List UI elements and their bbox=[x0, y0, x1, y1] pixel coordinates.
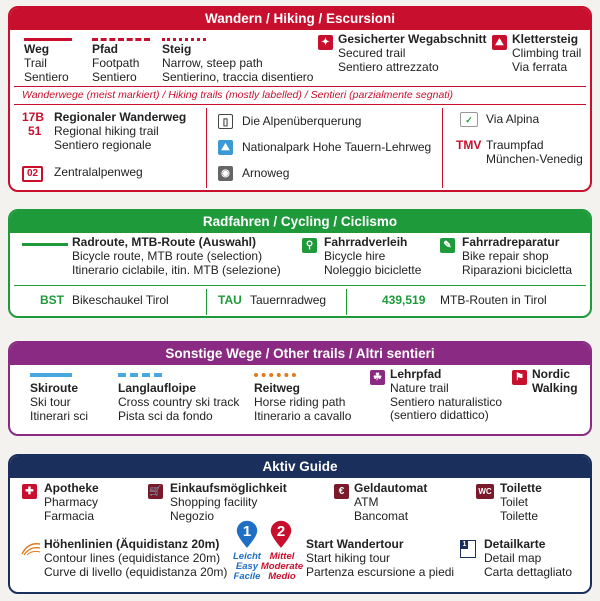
einkauf-label-it: Negozio bbox=[170, 508, 215, 523]
hire-label-it: Noleggio biciclette bbox=[324, 262, 422, 277]
steig-label-de: Steig bbox=[162, 42, 192, 56]
pin-easy-number: 1 bbox=[242, 523, 252, 540]
lehrpfad-label-de: Lehrpfad bbox=[390, 367, 442, 381]
zentral-code-badge: 02 bbox=[22, 166, 43, 182]
hoehen-label-it: Curve di livello (equidistanza 20m) bbox=[44, 564, 228, 579]
mtb-label: MTB-Routen in Tirol bbox=[440, 293, 547, 307]
hiking-trails-note: Wanderwege (meist markiert) / Hiking trails (mostly labelled) / Sentieri (parzialmente segnati) bbox=[22, 89, 454, 101]
steig-line-symbol bbox=[162, 38, 206, 41]
toilette-label-en: Toilet bbox=[500, 494, 529, 509]
langlauf-label-de: Langlaufloipe bbox=[118, 381, 196, 395]
radroute-label-it: Itinerario ciclabile, itin. MTB (selezione) bbox=[72, 262, 281, 277]
repair-label-en: Bike repair shop bbox=[462, 248, 549, 263]
hire-label-de: Fahrradverleih bbox=[324, 235, 408, 249]
hiking-legend-panel bbox=[8, 6, 592, 192]
other-panel-title: Sonstige Wege / Other trails / Altri sentieri bbox=[10, 343, 590, 365]
ski-label-de: Skiroute bbox=[30, 381, 79, 395]
alpenueberquerung-icon: ▯ bbox=[218, 114, 233, 129]
detail-map-number: 1 bbox=[462, 541, 467, 548]
cycling-divider-v2 bbox=[346, 289, 347, 315]
legend-hoehenlinien bbox=[44, 538, 227, 579]
tmv-code: TMV bbox=[456, 138, 482, 152]
hire-label-en: Bicycle hire bbox=[324, 248, 386, 263]
einkauf-label-de: Einkaufsmöglichkeit bbox=[170, 481, 287, 495]
cycling-divider bbox=[14, 285, 586, 286]
climbing-trail-icon: ⛰ bbox=[492, 35, 507, 50]
reit-label-de: Reitweg bbox=[254, 381, 301, 395]
hiking-divider-top bbox=[14, 86, 586, 87]
pharmacy-icon: ✚ bbox=[22, 484, 37, 499]
toilette-label-it: Toilette bbox=[500, 508, 539, 523]
pfad-label-de: Pfad bbox=[92, 42, 119, 56]
legend-secured bbox=[338, 33, 498, 74]
pin-easy-l1: Leicht bbox=[233, 551, 261, 562]
weg-line-symbol bbox=[24, 38, 72, 41]
ski-label-it: Itinerari sci bbox=[30, 408, 89, 423]
detail-label-en: Detail map bbox=[484, 550, 542, 565]
zentral-label: Zentralalpenweg bbox=[54, 165, 143, 179]
pin-moderate-labels bbox=[260, 552, 304, 582]
lehrpfad-label-it: Sentiero naturalistico bbox=[390, 394, 503, 409]
nationalpark-label: Nationalpark Hohe Tauern-Lehrweg bbox=[242, 140, 432, 154]
lehrpfad-label-en: Nature trail bbox=[390, 380, 449, 395]
cycling-divider-v1 bbox=[206, 289, 207, 315]
legend-lehrpfad bbox=[390, 368, 520, 423]
other-trails-legend-panel bbox=[8, 341, 592, 436]
via-alpina-icon: ✓ bbox=[460, 112, 478, 127]
arnoweg-icon: ◉ bbox=[218, 166, 233, 181]
weg-label-en: Trail bbox=[24, 55, 47, 70]
legend-klettersteig bbox=[512, 33, 592, 74]
legend-tmv bbox=[486, 139, 583, 167]
secured-label-de: Gesicherter Wegabschnitt bbox=[338, 32, 487, 46]
klettersteig-label-it: Via ferrata bbox=[512, 59, 568, 74]
ski-label-en: Ski tour bbox=[30, 394, 71, 409]
einkauf-label-en: Shopping facility bbox=[170, 494, 258, 509]
contour-lines-icon bbox=[20, 538, 42, 556]
legend-start-tour bbox=[306, 538, 454, 579]
hiking-divider-v2 bbox=[442, 108, 443, 188]
apotheke-label-en: Pharmacy bbox=[44, 494, 99, 509]
detail-label-it: Carta dettagliato bbox=[484, 564, 573, 579]
regional-code-2: 51 bbox=[28, 124, 42, 138]
radroute-label-en: Bicycle route, MTB route (selection) bbox=[72, 248, 263, 263]
pin-easy-l3: Facile bbox=[233, 571, 261, 582]
weg-label-de: Weg bbox=[24, 42, 50, 56]
legend-regional bbox=[54, 111, 214, 152]
legend-weg bbox=[24, 38, 72, 84]
pin-moderate-l2: Moderate bbox=[260, 561, 304, 572]
activ-panel-title: Aktiv Guide bbox=[10, 456, 590, 478]
nationalpark-icon: ⛰ bbox=[218, 140, 233, 155]
tmv-line1: Traumpfad bbox=[486, 138, 544, 152]
toilet-wc-icon: WC bbox=[476, 484, 494, 499]
start-label-de: Start Wandertour bbox=[306, 537, 404, 551]
klettersteig-label-de: Klettersteig bbox=[512, 32, 579, 46]
legend-geld bbox=[354, 482, 427, 523]
bst-code: BST bbox=[40, 293, 64, 307]
reit-label-it: Itinerario a cavallo bbox=[254, 408, 352, 423]
geld-label-it: Bancomat bbox=[354, 508, 409, 523]
reit-label-en: Horse riding path bbox=[254, 394, 346, 409]
nature-trail-icon: ☘ bbox=[370, 370, 385, 385]
bike-repair-icon: ✎ bbox=[440, 238, 455, 253]
legend-einkauf bbox=[170, 482, 287, 523]
legend-apotheke bbox=[44, 482, 99, 523]
pin-moderate-number: 2 bbox=[276, 523, 286, 540]
hiking-divider-v1 bbox=[206, 108, 207, 188]
steig-label-it: Sentierino, traccia disentiero bbox=[162, 69, 314, 84]
apotheke-label-it: Farmacia bbox=[44, 508, 95, 523]
legend-pfad bbox=[92, 38, 150, 84]
secured-trail-icon: ✦ bbox=[318, 35, 333, 50]
secured-label-en: Secured trail bbox=[338, 45, 406, 60]
langlauf-line-symbol bbox=[118, 373, 162, 377]
detail-map-icon bbox=[460, 540, 476, 558]
repair-label-de: Fahrradreparatur bbox=[462, 235, 560, 249]
alpen-label: Die Alpenüberquerung bbox=[242, 114, 362, 128]
tmv-line2: München-Venedig bbox=[486, 151, 583, 166]
regional-code-1: 17B bbox=[22, 110, 45, 124]
toilette-label-de: Toilette bbox=[500, 481, 542, 495]
bicycle-hire-icon: ⚲ bbox=[302, 238, 317, 253]
secured-label-it: Sentiero attrezzato bbox=[338, 59, 439, 74]
weg-label-it: Sentiero bbox=[24, 69, 69, 84]
tau-label: Tauernradweg bbox=[250, 293, 327, 307]
reitweg-line-symbol bbox=[254, 373, 296, 377]
lehrpfad-label-it2: (sentiero didattico) bbox=[390, 408, 489, 423]
legend-nordic bbox=[532, 368, 578, 396]
nordic-line2: Walking bbox=[532, 380, 578, 395]
legend-repair bbox=[462, 236, 592, 277]
legend-detailkarte bbox=[484, 538, 572, 579]
mtb-code: 439,519 bbox=[382, 293, 426, 307]
pfad-line-symbol bbox=[92, 38, 150, 41]
alpina-label: Via Alpina bbox=[486, 112, 540, 126]
geld-label-de: Geldautomat bbox=[354, 481, 428, 495]
shopping-cart-icon: 🛒 bbox=[149, 486, 162, 497]
legend-steig bbox=[162, 38, 322, 84]
activ-guide-legend-panel bbox=[8, 454, 592, 594]
legend-radroute bbox=[72, 236, 292, 277]
legend-skiroute bbox=[30, 373, 120, 423]
legend-toilette bbox=[500, 482, 542, 523]
nordic-line1: Nordic bbox=[532, 367, 571, 381]
arno-label: Arnoweg bbox=[242, 166, 290, 180]
hoehen-label-en: Contour lines (equidistance 20m) bbox=[44, 550, 221, 565]
legend-reitweg bbox=[254, 373, 374, 423]
pin-easy-l2: Easy bbox=[235, 561, 259, 572]
pin-moderate-l1: Mittel bbox=[269, 551, 295, 562]
start-label-en: Start hiking tour bbox=[306, 550, 391, 565]
radroute-label-de: Radroute, MTB-Route (Auswahl) bbox=[72, 235, 256, 249]
langlauf-label-en: Cross country ski track bbox=[118, 394, 240, 409]
cycling-panel-title: Radfahren / Cycling / Ciclismo bbox=[10, 211, 590, 233]
klettersteig-label-en: Climbing trail bbox=[512, 45, 582, 60]
apotheke-label-de: Apotheke bbox=[44, 481, 99, 495]
detail-label-de: Detailkarte bbox=[484, 537, 546, 551]
legend-langlauf bbox=[118, 373, 258, 423]
pfad-label-it: Sentiero bbox=[92, 69, 137, 84]
geld-label-en: ATM bbox=[354, 494, 379, 509]
repair-label-it: Riparazioni bicicletta bbox=[462, 262, 573, 277]
pin-moderate-l3: Medio bbox=[268, 571, 296, 582]
regional-label-it: Sentiero regionale bbox=[54, 137, 152, 152]
hoehen-label-de: Höhenlinien (Äquidistanz 20m) bbox=[44, 537, 220, 551]
steig-label-en: Narrow, steep path bbox=[162, 55, 263, 70]
radroute-line-symbol bbox=[22, 243, 68, 246]
regional-label-en: Regional hiking trail bbox=[54, 123, 159, 138]
regional-label-de: Regionaler Wanderweg bbox=[54, 110, 187, 124]
tau-code: TAU bbox=[218, 293, 242, 307]
hiking-panel-title: Wandern / Hiking / Escursioni bbox=[10, 8, 590, 30]
cycling-legend-panel bbox=[8, 209, 592, 318]
nordic-walking-icon: ⚑ bbox=[512, 370, 527, 385]
langlauf-label-it: Pista sci da fondo bbox=[118, 408, 213, 423]
bst-label: Bikeschaukel Tirol bbox=[72, 293, 169, 307]
start-label-it: Partenza escursione a piedi bbox=[306, 564, 455, 579]
atm-euro-icon: € bbox=[334, 484, 349, 499]
legend-hire bbox=[324, 236, 444, 277]
skiroute-line-symbol bbox=[30, 373, 72, 377]
hiking-divider-bottom bbox=[14, 104, 586, 105]
pfad-label-en: Footpath bbox=[92, 55, 140, 70]
